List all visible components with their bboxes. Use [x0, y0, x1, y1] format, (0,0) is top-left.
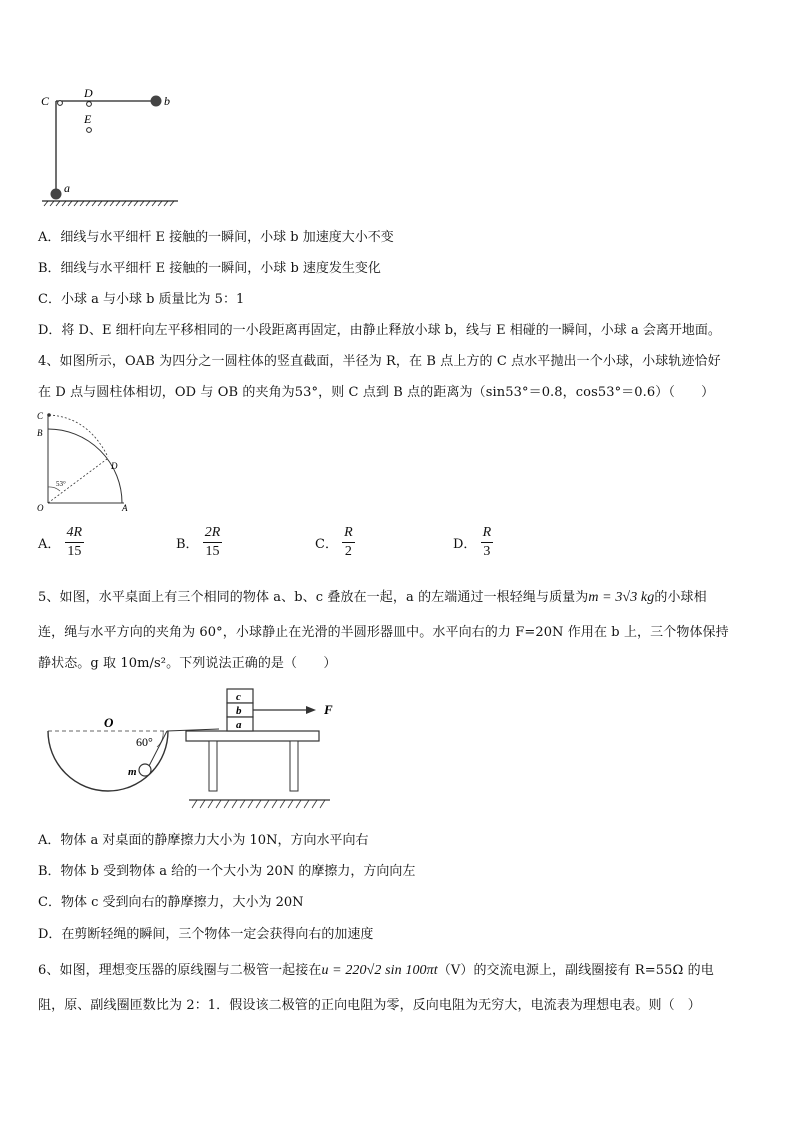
q5-text-line2: 连，绳与水平方向的夹角为 60°，小球静止在光滑的半圆形器皿中。水平向右的力 F=20N 作用在 b 上，三个物体保持 [38, 625, 729, 640]
q6-text-line2: 阻，原、副线圈匝数比为 2：1．假设该二极管的正向电阻为零，反向电阻为无穷大，电流表为理想电表。则（ ） [38, 998, 701, 1013]
label-m: m [128, 766, 137, 778]
q4-option-b: B． $\frac{2R}{15}$ [176, 525, 221, 559]
q4-option-c: C． $\frac{R}{2}$ [315, 525, 353, 559]
angle-label: 60° [136, 735, 153, 749]
q5-text-line3: 静状态。g 取 10m/s²。下列说法正确的是（ ） [38, 656, 337, 671]
q3-option-a: A．细线与水平细杆 E 接触的一瞬间，小球 b 加速度大小不变 [38, 230, 394, 245]
figure-q3 [38, 85, 188, 210]
q6-text-line1: 6、如图，理想变压器的原线圈与二极管一起接在u = 220√2 sin 100πt（V）的交流电源上，副线圈接有 R=55Ω 的电 [38, 963, 714, 978]
q4-text-line2: 在 D 点与圆柱体相切，OD 与 OB 的夹角为53°，则 C 点到 B 点的距离为（sin53°＝0.8，cos53°＝0.6）（ ） [38, 385, 715, 400]
figure-q5 [44, 685, 344, 815]
angle-label: 53° [56, 480, 66, 488]
q5-text-line1: 5、如图，水平桌面上有三个相同的物体 a、b、c 叠放在一起，a 的左端通过一根轻绳与质量为m = 3√3 kg的小球相 [38, 590, 707, 605]
label-d: D [84, 86, 93, 100]
label-a: A [122, 503, 128, 513]
q5-option-c: C．物体 c 受到向右的静摩擦力，大小为 20N [38, 895, 304, 910]
label-o: O [37, 503, 44, 513]
label-d: D [111, 461, 118, 471]
figure-q4 [36, 407, 136, 517]
q5-option-d: D．在剪断轻绳的瞬间，三个物体一定会获得向右的加速度 [38, 927, 374, 942]
label-o: O [104, 715, 114, 730]
q3-option-d: D．将 D、E 细杆向左平移相同的一小段距离再固定，由静止释放小球 b，线与 E 相碰的一瞬间，小球 a 会离开地面。 [38, 323, 721, 338]
q4-option-a: A． $\frac{4R}{15}$ [38, 525, 83, 559]
label-c: c [236, 691, 241, 703]
q5-option-b: B．物体 b 受到物体 a 给的一个大小为 20N 的摩擦力，方向向左 [38, 864, 416, 879]
q3-option-b: B．细线与水平细杆 E 接触的一瞬间，小球 b 速度发生变化 [38, 261, 381, 276]
q4-option-d: D． $\frac{R}{3}$ [453, 525, 492, 559]
label-f: F [324, 702, 333, 717]
label-b: b [236, 705, 242, 717]
label-a: a [64, 181, 70, 195]
label-a: a [236, 719, 242, 731]
q4-text-line1: 4、如图所示，OAB 为四分之一圆柱体的竖直截面，半径为 R，在 B 点上方的 C 点水平抛出一个小球，小球轨迹恰好 [38, 354, 721, 369]
q5-option-a: A．物体 a 对桌面的静摩擦力大小为 10N，方向水平向右 [38, 833, 369, 848]
label-e: E [84, 112, 92, 126]
label-b: b [164, 94, 170, 108]
q3-option-c: C．小球 a 与小球 b 质量比为 5：1 [38, 292, 245, 307]
label-c: C [37, 411, 44, 421]
label-c: C [41, 94, 50, 108]
label-b: B [37, 428, 43, 438]
